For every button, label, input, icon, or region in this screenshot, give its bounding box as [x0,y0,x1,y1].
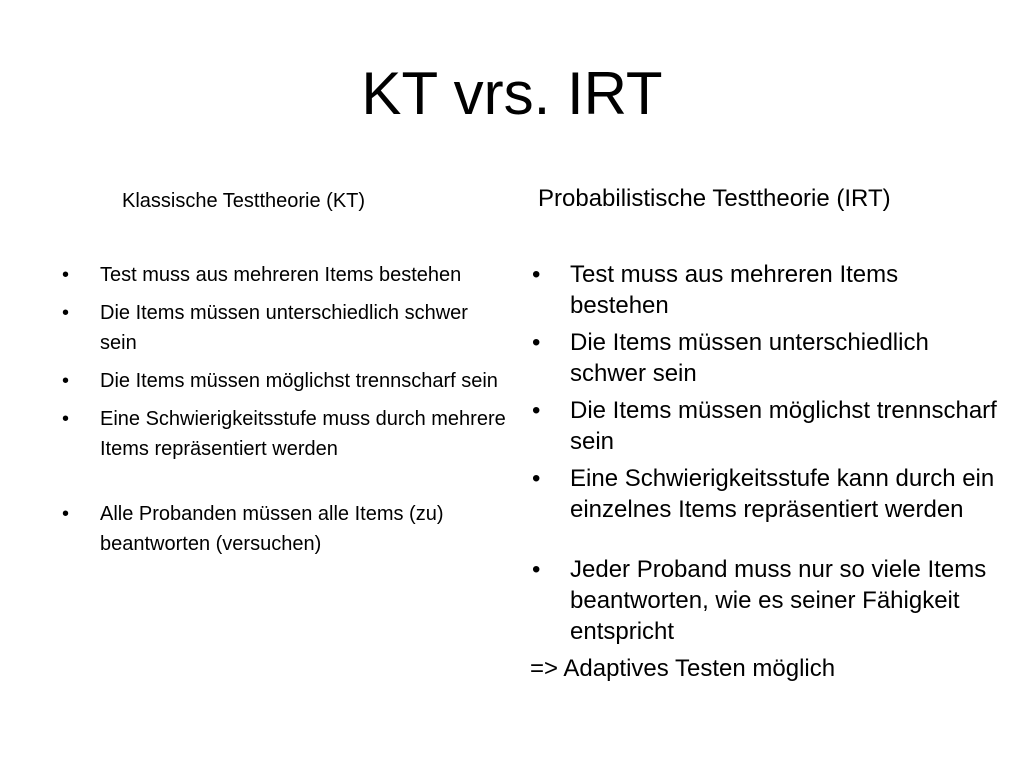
slide-title: KT vrs. IRT [361,60,663,127]
bullet-icon: • [62,264,70,286]
list-item [530,463,1000,525]
list-item [60,499,510,559]
bullet-icon: • [62,302,70,324]
list-item-text: Eine Schwierigkeitsstufe muss durch mehrere Items repräsentiert werden [100,408,506,460]
bullet-icon: • [62,408,70,430]
list-item [60,366,510,396]
right-final-list [530,554,1000,647]
bullet-icon: • [532,465,541,492]
list-item [530,395,1000,457]
list-item-text: Eine Schwierigkeitsstufe kann durch ein einzelnes Items repräsentiert werden [570,465,995,523]
list-item [530,327,1000,389]
right-column [530,259,1000,684]
list-item-text: Test muss aus mehreren Items bestehen [570,261,899,319]
conclusion-text: => Adaptives Testen möglich [530,655,836,682]
left-column [60,260,510,567]
list-item-text: Alle Probanden müssen alle Items (zu) beantworten (versuchen) [100,503,444,555]
right-bullet-list [530,259,1000,525]
list-item-text: Die Items müssen möglichst trennscharf sein [100,370,498,392]
bullet-icon: • [532,261,541,288]
list-item [60,298,510,358]
bullet-icon: • [62,503,70,525]
list-item-text: Die Items müssen unterschiedlich schwer sein [570,329,929,387]
list-item-text: Test muss aus mehreren Items bestehen [100,264,462,286]
right-column-heading: Probabilistische Testtheorie (IRT) [538,185,891,212]
list-item-text: Die Items müssen unterschiedlich schwer sein [100,302,468,354]
list-item [530,259,1000,321]
list-item [530,554,1000,647]
bullet-icon: • [532,556,541,583]
bullet-icon: • [532,329,541,356]
bullet-icon: • [62,370,70,392]
list-item-text: Die Items müssen möglichst trennscharf sein [570,397,997,455]
left-column-heading: Klassische Testtheorie (KT) [122,190,366,212]
list-item [60,404,510,464]
list-item [60,260,510,290]
spacer [60,472,510,499]
bullet-icon: • [532,397,541,424]
spacer [530,531,1000,554]
list-item-text: Jeder Proband muss nur so viele Items beantworten, wie es seiner Fähigkeit entspricht [570,556,987,645]
left-bullet-list [60,260,510,464]
left-final-list [60,499,510,559]
